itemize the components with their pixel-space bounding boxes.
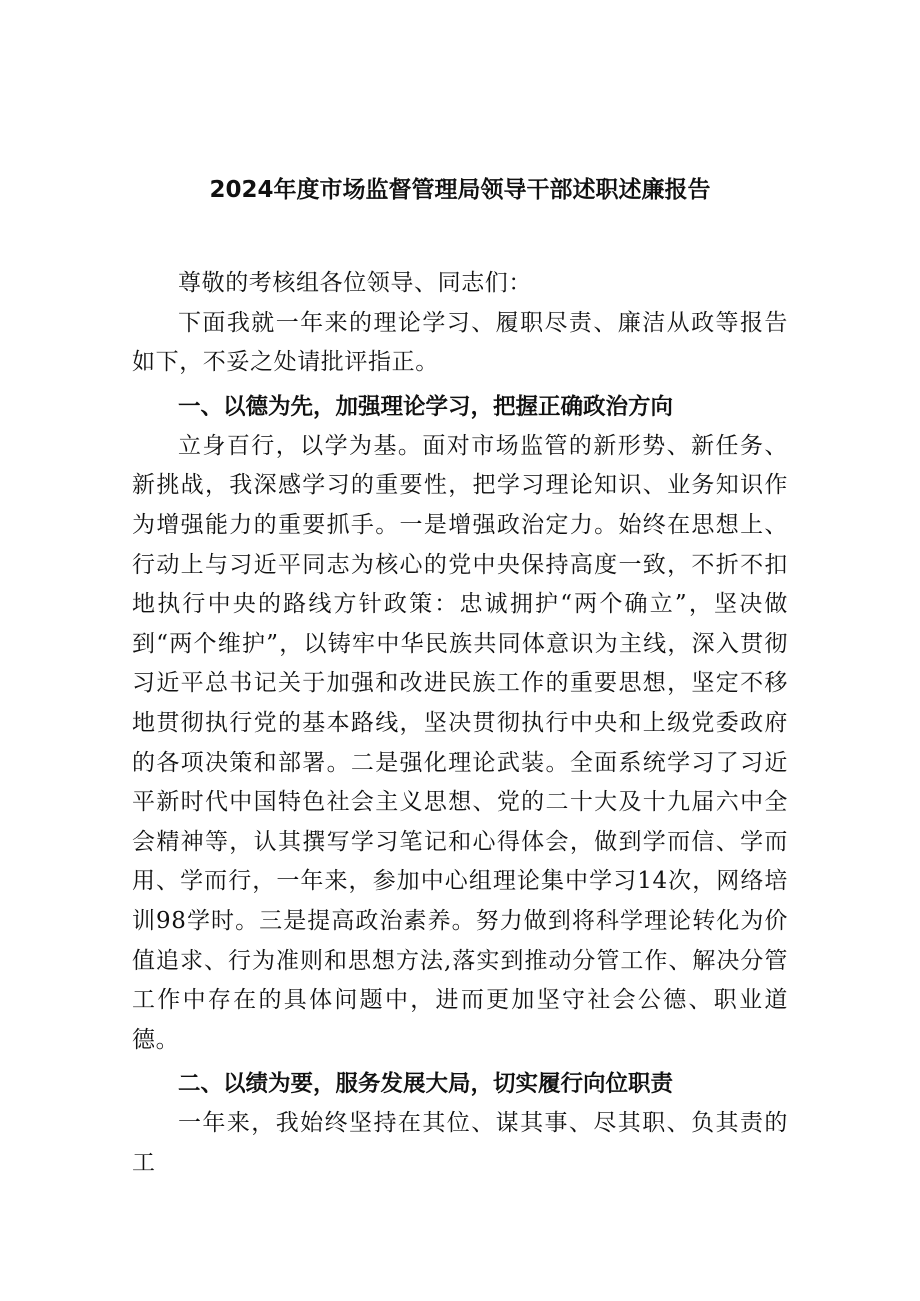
section-1-heading: 一、以德为先，加强理论学习，把握正确政治方向 <box>178 393 674 420</box>
section-1-paragraph: 立身百行，以学为基。面对市场监管的新形势、新任务、新挑战，我深感学习的重要性，把学习理论知识、业务知识作为增强能力的重要抓手。一是增强政治定力。始终在思想上、行动上与习近平同志为核心的党中央保持高度一致，不折不扣地执行中央的路线方针政策：忠诚拥护“两个确立”，坚决做到“两个维护”，以铸牢中华民族共同体意识为主线，深入贯彻习近平总书记关于加强和改进民族工作的重要思想，坚定不移地贯彻执行党的基本路线，坚决贯彻执行中央和上级党委政府的各项决策和部署。二是强化理论武装。全面系统学习了习近平新时代中国特色社会主义思想、党的二十大及十九届六中全会精神等，认其撰写学习笔记和心得体会，做到学而信、学而用、学而行，一年来，参加中心组理论集中学习14次，网络培训98学时。三是提高政治素养。努力做到将科学理论转化为价值追求、行为准则和思想方法,落实到推动分管工作、解决分管工作中存在的具体问题中，进而更加坚守社会公德、职业道德。 <box>132 432 788 1053</box>
document-body <box>132 264 788 1183</box>
salutation: 尊敬的考核组各位领导、同志们： <box>178 270 532 296</box>
section-2-paragraph: 一年来，我始终坚持在其位、谋其事、尽其职、负其责的工 <box>132 1110 788 1176</box>
intro-paragraph: 下面我就一年来的理论学习、履职尽责、廉洁从政等报告如下，不妥之处请批评指正。 <box>132 309 788 376</box>
document-title: 2024年度市场监督管理局领导干部述职述廉报告 <box>209 177 711 203</box>
section-2-heading: 二、以绩为要，服务发展大局，切实履行向位职责 <box>178 1071 674 1098</box>
